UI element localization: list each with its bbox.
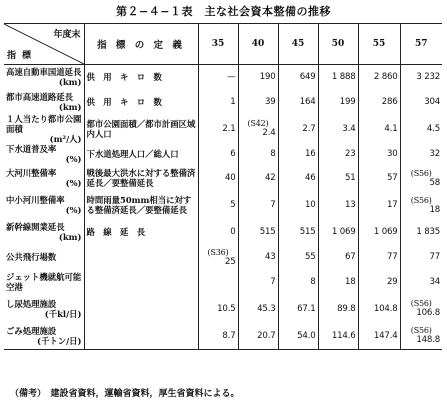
value-number: 0 <box>230 227 236 237</box>
value-cell <box>238 246 278 269</box>
definition-cell: 時間雨量50mm相当に対する整備済延長／要整備延長 <box>84 192 198 219</box>
indicator-cell <box>4 323 84 350</box>
year-header: 57 <box>400 24 442 65</box>
value-number: 106.8 <box>416 308 440 318</box>
value-number: 2 860 <box>373 72 398 83</box>
value-number: 1 069 <box>331 227 356 237</box>
definition-cell: 供 用 キ ロ 数 <box>84 90 198 114</box>
value-cell <box>400 65 442 90</box>
value-cell <box>400 295 442 323</box>
table-row <box>4 114 442 144</box>
value-number: 3.4 <box>342 123 356 134</box>
definition-cell: 下水道処理人口／総人口 <box>84 144 198 165</box>
value-cell <box>358 114 400 144</box>
indicator-cell <box>4 295 84 323</box>
value-note: (S42) <box>247 119 269 128</box>
value-number: 8.7 <box>222 330 236 341</box>
value-note: (S56) <box>410 168 432 178</box>
value-cell <box>400 165 442 192</box>
indicator-cell <box>4 90 84 114</box>
indicator-name: 公共飛行場数 <box>6 252 57 262</box>
value-cell <box>358 90 400 114</box>
value-number: 18 <box>429 204 440 215</box>
value-cell <box>198 144 238 165</box>
indicator-cell <box>4 246 84 269</box>
value-cell <box>278 219 318 246</box>
value-cell <box>318 165 358 192</box>
year-header: 35 <box>198 24 238 65</box>
value-number: 104.8 <box>373 303 398 314</box>
value-cell <box>318 65 358 90</box>
value-cell <box>358 246 400 269</box>
definition-cell: 戦後最大洪水に対する整備済延長／要整備延長 <box>84 165 198 192</box>
value-cell <box>400 90 442 114</box>
indicator-cell <box>4 65 84 90</box>
year-header: 55 <box>358 24 400 65</box>
value-cell <box>278 90 318 114</box>
value-note: (S56) <box>410 299 432 308</box>
table-title: 第２−４−１表 主な社会資本整備の推移 <box>116 5 331 18</box>
indicator-unit: (%) <box>65 154 82 164</box>
value-note: (S36) <box>207 247 229 257</box>
definition-cell <box>84 295 198 323</box>
corner-top-label: 年度末 <box>53 30 81 40</box>
value-number: 77 <box>386 252 398 262</box>
indicator-name: し尿処理施設 <box>6 298 57 309</box>
value-number: 8 <box>310 276 316 287</box>
table-row <box>4 246 442 269</box>
definition-cell: 路 線 延 長 <box>84 219 198 246</box>
indicator-unit: (千トン/日) <box>37 335 82 346</box>
value-number: 45.3 <box>257 303 276 314</box>
value-number: 43 <box>264 252 276 262</box>
table-row <box>4 65 442 90</box>
value-cell <box>318 90 358 114</box>
value-number: 42 <box>264 173 276 183</box>
value-cell <box>318 269 358 295</box>
value-cell <box>400 192 442 219</box>
indicator-unit: (km) <box>58 101 82 112</box>
value-number: 57 <box>386 173 398 183</box>
value-cell <box>198 219 238 246</box>
value-number: 34 <box>429 276 440 287</box>
value-number: 25 <box>224 256 236 267</box>
value-number: 2.1 <box>222 123 236 134</box>
value-number: 1 069 <box>373 227 398 237</box>
table-row <box>4 323 442 350</box>
indicator-cell <box>4 269 84 295</box>
year-header: 50 <box>318 24 358 65</box>
indicator-cell <box>4 114 84 144</box>
value-cell <box>400 323 442 350</box>
value-cell <box>358 269 400 295</box>
value-number: 16 <box>304 149 316 159</box>
value-cell <box>358 192 400 219</box>
value-number: 2.4 <box>262 128 276 138</box>
value-number: 58 <box>429 177 440 188</box>
indicator-unit: (%) <box>65 205 82 215</box>
value-number: 67 <box>344 252 356 262</box>
value-number: 4.5 <box>426 123 440 134</box>
value-note: (S56) <box>410 326 432 336</box>
value-number: 10 <box>304 200 316 210</box>
value-number: 3 232 <box>416 72 440 83</box>
value-cell <box>358 295 400 323</box>
value-cell <box>238 114 278 144</box>
indicator-name: 都市高速道路延長 <box>6 91 73 102</box>
indicator-name: 新幹線開業延長 <box>6 222 65 232</box>
value-cell <box>278 192 318 219</box>
value-cell <box>278 144 318 165</box>
value-cell <box>198 114 238 144</box>
value-number: 304 <box>424 96 440 107</box>
value-number: 39 <box>264 96 276 107</box>
indicator-name: ジェット機就航可能空港 <box>6 271 82 292</box>
value-number: 148.8 <box>416 335 440 346</box>
value-number: 54.0 <box>297 330 316 341</box>
value-cell <box>238 323 278 350</box>
definition-cell: 都市公園面積／都市計画区域内人口 <box>84 114 198 144</box>
value-cell <box>198 323 238 350</box>
value-cell <box>278 246 318 269</box>
value-cell <box>278 269 318 295</box>
indicator-cell <box>4 192 84 219</box>
value-number: 1 835 <box>416 227 440 237</box>
definition-cell <box>84 269 198 295</box>
value-cell <box>278 323 318 350</box>
value-number: 515 <box>299 227 316 237</box>
table-row <box>4 219 442 246</box>
capital-stock-table <box>4 23 442 350</box>
indicator-name: 下水道普及率 <box>6 144 57 154</box>
value-cell <box>318 192 358 219</box>
table-row <box>4 269 442 295</box>
value-cell <box>238 295 278 323</box>
value-number: 13 <box>344 200 356 210</box>
table-row <box>4 90 442 114</box>
value-cell <box>238 192 278 219</box>
value-number: 67.1 <box>297 303 316 314</box>
value-cell <box>238 65 278 90</box>
value-number: 10.5 <box>217 303 236 314</box>
value-number: 114.6 <box>331 330 356 341</box>
value-number: 1 <box>230 96 236 107</box>
value-number: 8 <box>270 149 276 159</box>
value-cell <box>400 144 442 165</box>
indicator-name: ごみ処理施設 <box>6 325 57 336</box>
value-number: 7 <box>270 200 276 210</box>
value-cell <box>318 295 358 323</box>
value-cell <box>358 165 400 192</box>
value-note: (S56) <box>410 195 432 205</box>
table-row <box>4 165 442 192</box>
indicator-unit: (%) <box>65 178 82 188</box>
value-cell <box>358 323 400 350</box>
indicator-name: 中小河川整備率 <box>6 195 65 205</box>
value-number: 4.1 <box>384 123 398 134</box>
indicator-unit: (m²/人) <box>49 133 82 144</box>
value-cell <box>278 165 318 192</box>
value-cell <box>278 295 318 323</box>
value-cell <box>198 246 238 269</box>
value-cell <box>238 144 278 165</box>
value-cell <box>238 269 278 295</box>
value-cell <box>318 246 358 269</box>
indicator-cell <box>4 165 84 192</box>
value-cell <box>238 219 278 246</box>
value-cell <box>318 219 358 246</box>
value-cell <box>238 90 278 114</box>
table-body <box>4 65 442 350</box>
value-number: 55 <box>304 252 316 262</box>
definition-cell <box>84 323 198 350</box>
header-row <box>4 24 442 65</box>
value-cell <box>400 269 442 295</box>
indicator-unit: (km) <box>58 232 82 242</box>
value-cell <box>198 192 238 219</box>
table-row <box>4 295 442 323</box>
value-number: 286 <box>381 96 398 107</box>
value-number: 40 <box>224 173 236 183</box>
value-number: 32 <box>429 149 440 159</box>
value-number: 6 <box>230 149 236 159</box>
value-number: 515 <box>259 227 276 237</box>
indicator-cell <box>4 144 84 165</box>
indicator-name: １人当たり都市公園面積 <box>6 113 82 134</box>
value-cell <box>198 269 238 295</box>
indicator-unit: (千kl/日) <box>44 308 82 319</box>
value-cell <box>400 219 442 246</box>
value-number: 7 <box>270 276 276 287</box>
value-number: 1 888 <box>331 72 356 83</box>
value-number: 30 <box>386 149 398 159</box>
value-cell <box>318 144 358 165</box>
value-cell <box>198 65 238 90</box>
value-cell <box>358 219 400 246</box>
value-number: 199 <box>339 96 356 107</box>
table-row <box>4 192 442 219</box>
value-number: 147.4 <box>373 330 398 341</box>
value-number: 2.7 <box>302 123 316 134</box>
value-cell <box>278 65 318 90</box>
value-cell <box>198 295 238 323</box>
value-cell <box>358 65 400 90</box>
indicator-name: 大河川整備率 <box>6 168 57 178</box>
year-header: 40 <box>238 24 278 65</box>
value-cell <box>400 114 442 144</box>
value-cell <box>278 114 318 144</box>
value-number: 164 <box>299 96 316 107</box>
value-number: 17 <box>386 200 398 210</box>
value-cell <box>198 90 238 114</box>
value-number: 51 <box>344 173 356 183</box>
value-number: 18 <box>344 276 356 287</box>
corner-header <box>4 24 84 65</box>
table-row <box>4 144 442 165</box>
definition-cell <box>84 246 198 269</box>
value-cell <box>318 114 358 144</box>
value-cell <box>400 246 442 269</box>
definition-cell: 供 用 キ ロ 数 <box>84 65 198 90</box>
value-cell <box>198 165 238 192</box>
indicator-unit: (km) <box>58 77 82 88</box>
value-number: 23 <box>344 149 356 159</box>
indicator-cell <box>4 219 84 246</box>
definition-header: 指 標 の 定 義 <box>84 24 198 65</box>
value-number: 29 <box>386 276 398 287</box>
value-number: 190 <box>259 72 276 83</box>
value-number: — <box>227 72 236 83</box>
value-cell <box>358 144 400 165</box>
value-number: 46 <box>304 173 316 183</box>
value-number: 5 <box>230 200 236 210</box>
value-cell <box>238 165 278 192</box>
corner-bottom-label: 指標 <box>7 51 38 61</box>
value-number: 89.8 <box>337 303 356 314</box>
value-number: 77 <box>429 252 440 262</box>
remarks: （備考） 建設省資料，運輸省資料，厚生省資料による。 <box>10 389 240 399</box>
indicator-name: 高速自動車国道延長 <box>6 67 82 78</box>
value-cell <box>318 323 358 350</box>
value-number: 20.7 <box>257 330 276 341</box>
year-header: 45 <box>278 24 318 65</box>
value-number: 649 <box>299 72 316 83</box>
